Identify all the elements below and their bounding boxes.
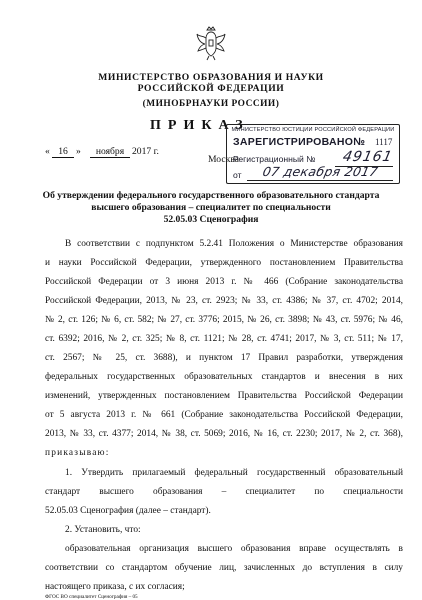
stamp-reg-label: Регистрационный №	[233, 154, 316, 164]
stamp-reg-number-handwritten: 49161	[341, 149, 395, 165]
body-line: 2. Установить, что:	[65, 525, 141, 535]
stamp-org: МИНИСТЕРСТВО ЮСТИЦИИ РОССИЙСКОЙ ФЕДЕРАЦИИ	[231, 127, 395, 133]
stamp-date-underline	[247, 180, 393, 181]
coat-of-arms-icon	[196, 26, 226, 62]
body-line: и науки Российской Федерации, утвержденного постановлением Правительства	[45, 258, 403, 268]
date-open-quote: «	[45, 146, 50, 157]
document-title-line3: 52.05.03 Сценография	[163, 214, 259, 225]
document-title-line2: высшего образования – специалитет по специальности	[91, 202, 331, 213]
body-line-order-word: приказываю:	[45, 448, 110, 458]
date-month: ноября	[90, 146, 130, 158]
stamp-registered-label	[233, 136, 365, 148]
date-year: 2017 г.	[132, 146, 159, 157]
body-line: 2013, № 33, ст. 4377; 2014, № 38, ст. 5069; 2016, № 16, ст. 2230; 2017, № 2, ст. 368),	[45, 429, 403, 439]
body-line: от 5 августа 2013 г. № 661 (Собрание законодательства Российской Федерации,	[45, 410, 403, 420]
body-line: образовательная организация высшего образования вправе осуществлять в	[65, 544, 403, 554]
body-line: Российской Федерации, 2013, № 23, ст. 2923; № 33, ст. 4386; № 37, ст. 4702; 2014,	[45, 296, 403, 306]
body-line: ст. 6392; 2016, № 2, ст. 325; № 8, ст. 1121; № 28, ст. 4741; 2017, № 3, ст. 511; № 17,	[45, 334, 403, 344]
registration-stamp	[226, 124, 400, 184]
body-line: соответствии со стандартом обучение лиц, зачисленных до вступления в силу	[45, 563, 403, 573]
stamp-number: 1117	[375, 137, 393, 147]
document-type-heading: ПРИКАЗ	[150, 118, 250, 133]
date-close-quote: »	[76, 146, 81, 157]
date-day: 16	[52, 146, 74, 158]
stamp-date-handwritten: 07 декабря 2017	[261, 164, 380, 179]
body-line: стандарт высшего образования – специалитет по специальности	[45, 487, 403, 497]
stamp-registered-text: ЗАРЕГИСТРИРОВАНО	[233, 136, 354, 148]
body-line: № 2, ст. 126; № 6, ст. 582; № 27, ст. 3776; 2015, № 26, ст. 3898; № 43, ст. 5976; № 46,	[45, 315, 403, 325]
body-line: настоящего приказа, с их согласия;	[45, 582, 185, 592]
body-line: изменений, утвержденных постановлением Правительства Российской Федерации	[45, 391, 403, 401]
document-title-line1: Об утверждении федерального государственного образовательного стандарта	[42, 190, 380, 201]
body-line: 52.05.03 Сценография (далее – стандарт).	[45, 506, 211, 516]
city: Москва	[208, 154, 239, 165]
body-line: 1. Утвердить прилагаемый федеральный государственный образовательный	[65, 468, 403, 478]
page-footer: ФГОС ВО специалитет Сценография – 05	[45, 594, 138, 600]
body-line: ст. 2567; № 25, ст. 3688), и пунктом 17 Правил разработки, утверждения	[45, 353, 403, 363]
stamp-number-sign: №	[353, 136, 366, 148]
stamp-date-label: от	[233, 170, 242, 180]
body-line: федеральных государственных образовательных стандартов и внесения в них	[45, 372, 403, 382]
ministry-name-line2: РОССИЙСКОЙ ФЕДЕРАЦИИ	[137, 83, 285, 94]
ministry-short-name: (МИНОБРНАУКИ РОССИИ)	[142, 99, 280, 109]
body-line: Российской Федерации от 3 июня 2013 г. № 466 (Собрание законодательства	[45, 277, 403, 287]
ministry-name-line1: МИНИСТЕРСТВО ОБРАЗОВАНИЯ И НАУКИ	[98, 72, 324, 83]
body-line: В соответствии с подпунктом 5.2.41 Положения о Министерстве образования	[65, 239, 403, 249]
